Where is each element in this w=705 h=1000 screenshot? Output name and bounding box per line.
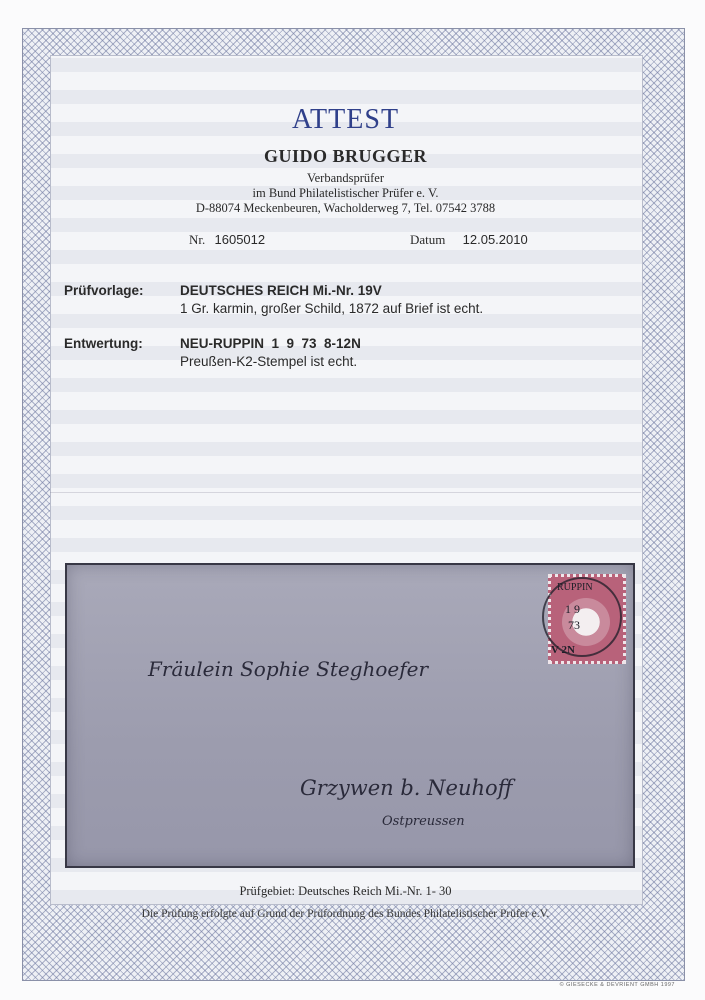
item-line2: 1 Gr. karmin, großer Schild, 1872 auf Brief ist echt. (180, 301, 484, 316)
item-line1: DEUTSCHES REICH Mi.-Nr. 19V (180, 283, 382, 298)
cancel-label: Entwertung: (64, 336, 143, 351)
issuer-name: GUIDO BRUGGER (263, 146, 427, 166)
cancel-line1: NEU-RUPPIN 1 9 73 8-12N (180, 336, 361, 351)
number-value: 1605012 (214, 232, 266, 247)
item-label: Prüfvorlage: (64, 283, 144, 298)
examination-note: Die Prüfung erfolgte auf Grund der Prüfordnung des Bundes Philatelistischer Prüfer e.V. (141, 908, 550, 920)
issuer-address: D-88074 Meckenbeuren, Wacholderweg 7, Tel. 07542 3788 (195, 201, 496, 215)
postmark-day: 1 9 (565, 602, 580, 616)
postmark-year: 73 (568, 618, 580, 632)
address-line-3: Ostpreussen (382, 814, 465, 829)
copyright-notice: © GIESECKE & DEVRIENT GMBH 1997 (559, 982, 675, 988)
address-line-1: Fräulein Sophie Steghoefer (148, 657, 429, 681)
date-label: Datum (410, 232, 446, 247)
cancel-line2: Preußen-K2-Stempel ist echt. (180, 354, 358, 369)
certificate-number (189, 232, 265, 248)
issuer-affiliation: im Bund Philatelistischer Prüfer e. V. (252, 186, 439, 200)
certificate-date (410, 232, 528, 248)
issuer-role: Verbandsprüfer (306, 171, 385, 185)
postmark-town: RUPPIN (557, 582, 593, 593)
examination-scope: Prüfgebiet: Deutsches Reich Mi.-Nr. 1- 30 (239, 884, 452, 898)
certificate-title: ATTEST (291, 104, 400, 135)
fold-line (50, 492, 641, 493)
postmark-time: V 2N (551, 644, 575, 656)
number-label: Nr. (189, 232, 206, 247)
address-line-2: Grzywen b. Neuhoff (300, 776, 513, 800)
date-value: 12.05.2010 (462, 232, 528, 247)
